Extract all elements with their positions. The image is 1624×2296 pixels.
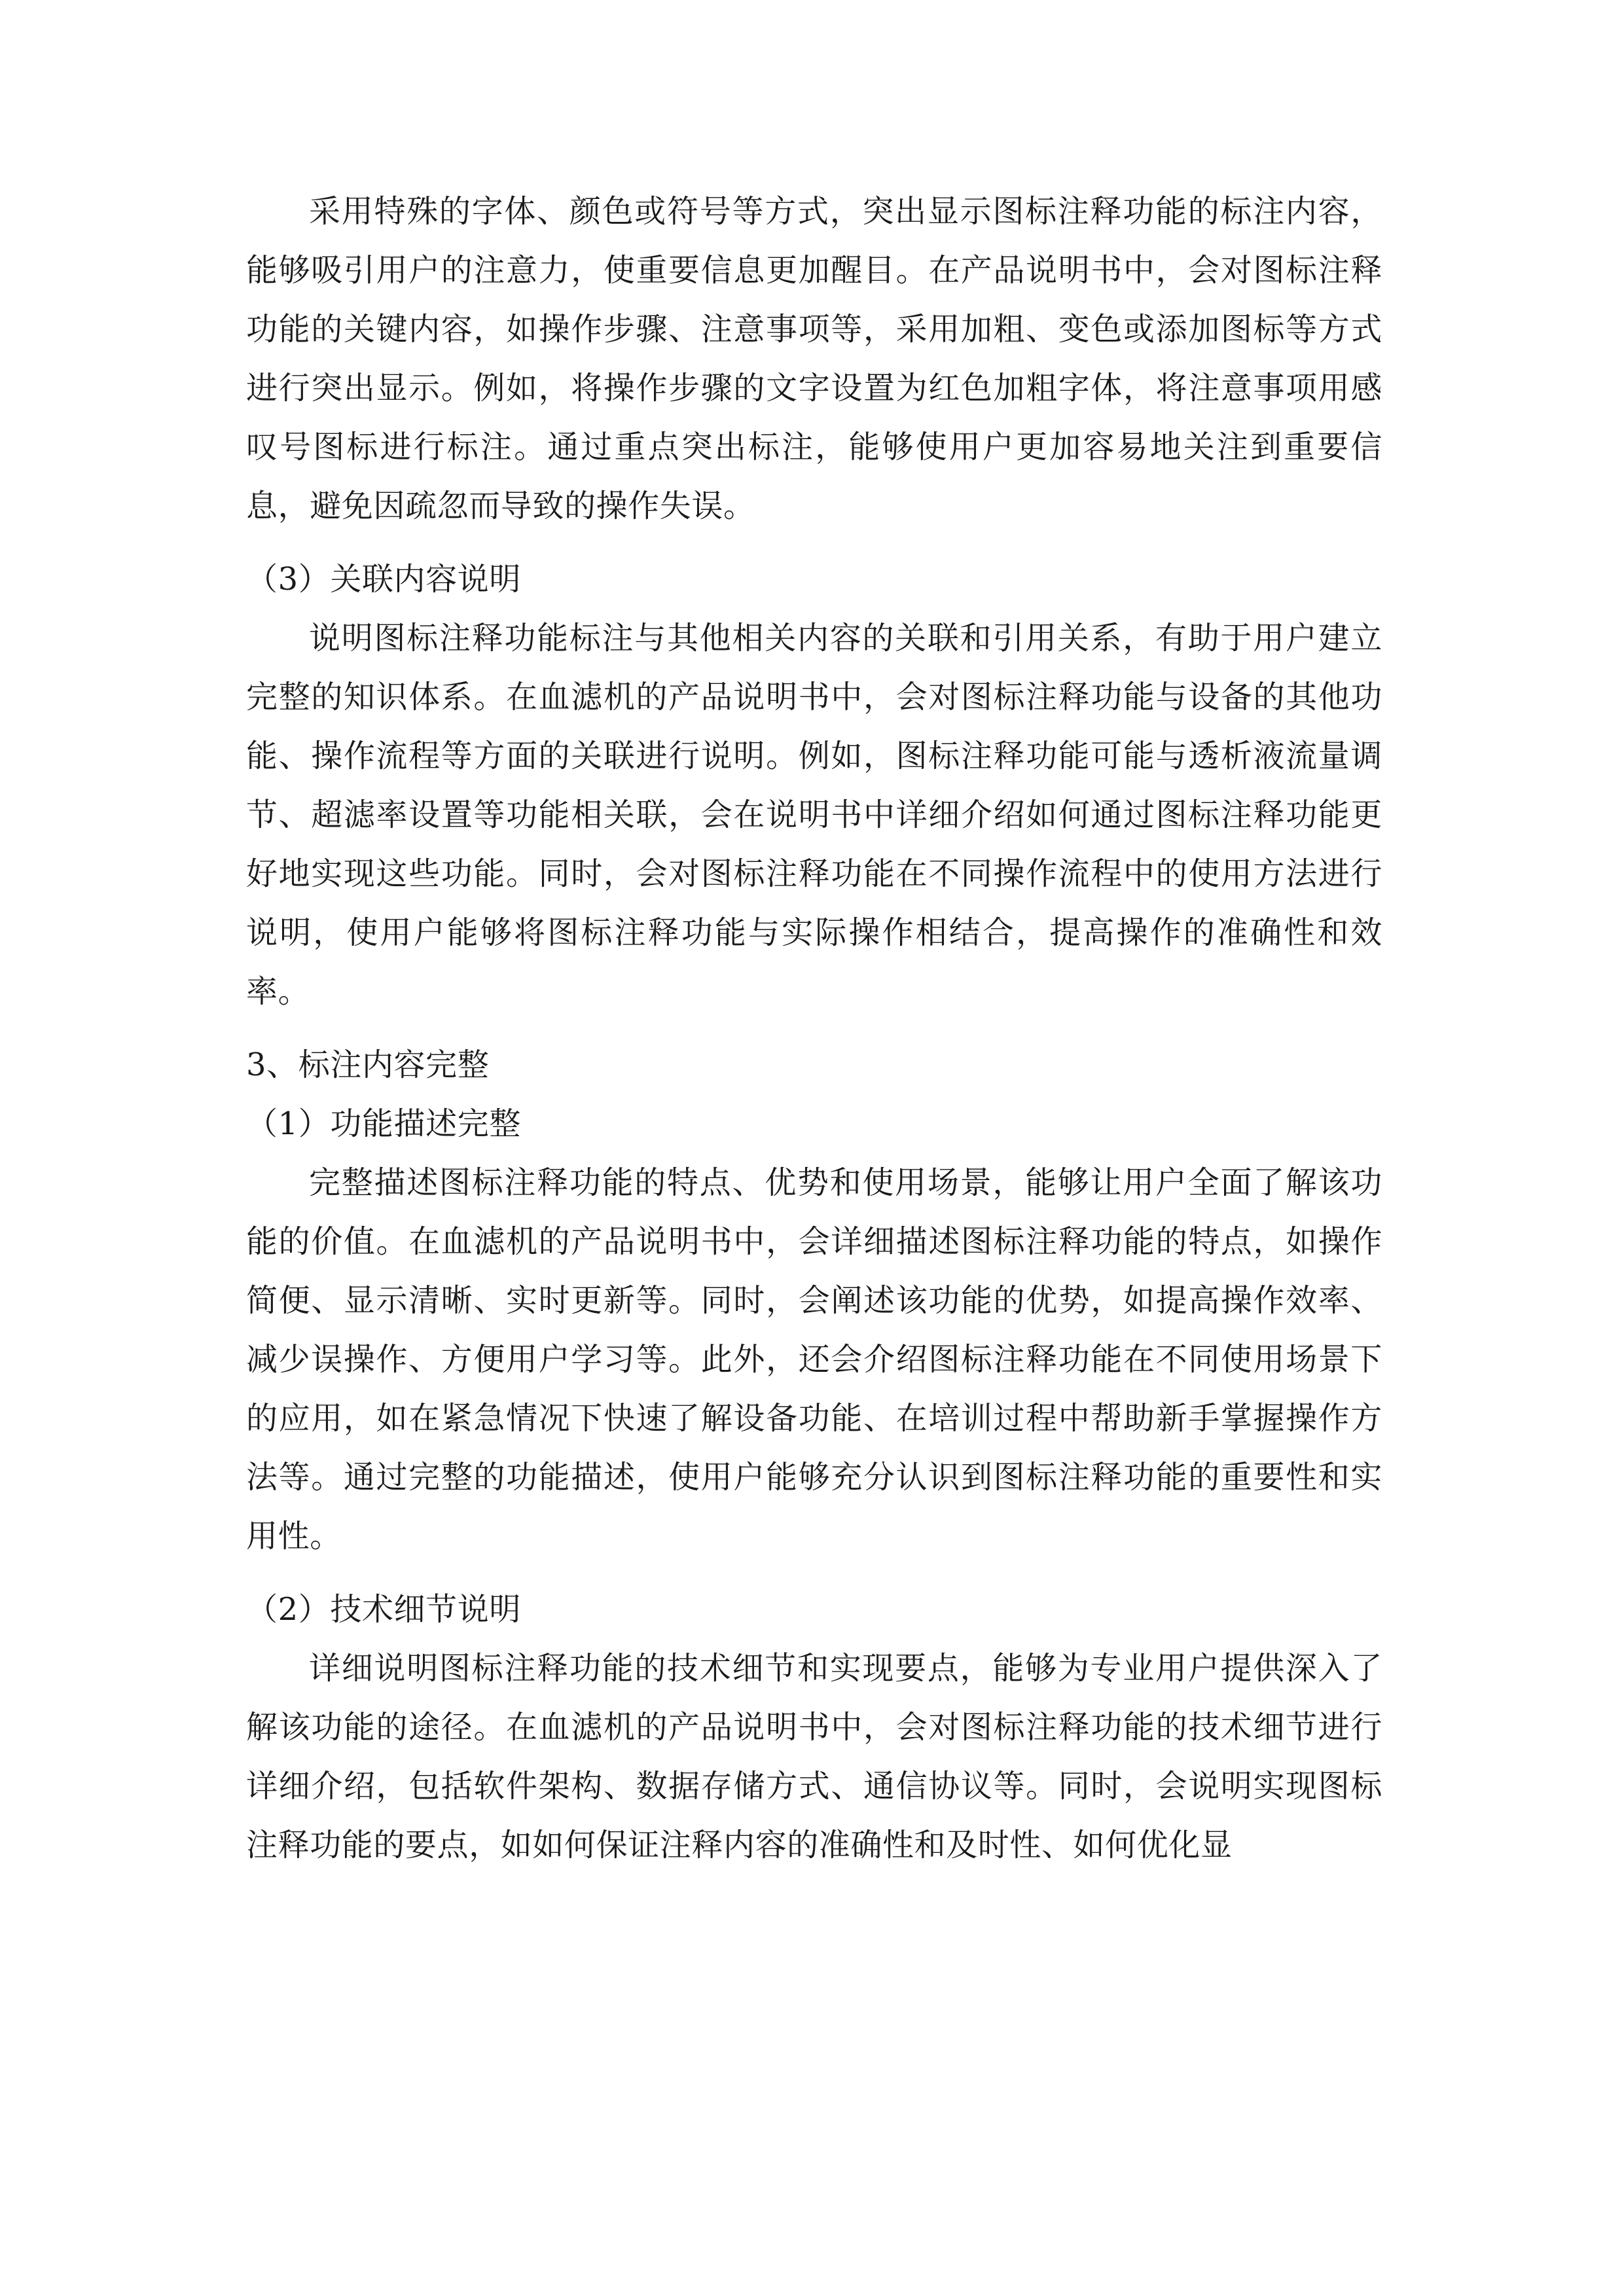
subheading-technical-details: （2）技术细节说明 bbox=[246, 1591, 521, 1628]
spacer bbox=[246, 535, 1382, 550]
subheading-related-content: （3）关联内容说明 bbox=[246, 561, 521, 598]
spacer bbox=[246, 1021, 1382, 1035]
paragraph-related-content: 说明图标注释功能标注与其他相关内容的关联和引用关系，有助于用户建立完整的知识体系。在血滤机的产品说明书中，会对图标注释功能与设备的其他功能、操作流程等方面的关联进行说明。例如，图标注释功能可能与透析液流量调节、超滤率设置等功能相关联，会在说明书中详细介绍如何通过图标注释功能更好地实现这些功能。同时，会对图标注释功能在不同操作流程中的使用方法进行说明，使用户能够将图标注释功能与实际操作相结合，提高操作的准确性和效率。 bbox=[246, 620, 1382, 1010]
paragraph-technical-details: 详细说明图标注释功能的技术细节和实现要点，能够为专业用户提供深入了解该功能的途径。在血滤机的产品说明书中，会对图标注释功能的技术细节进行详细介绍，包括软件架构、数据存储方式、通信协议等。同时，会说明实现图标注释功能的要点，如如何保证注释内容的准确性和及时性、如何优化显 bbox=[246, 1650, 1382, 1863]
document-body bbox=[246, 182, 1382, 1874]
paragraph-highlight-annotation: 采用特殊的字体、颜色或符号等方式，突出显示图标注释功能的标注内容，能够吸引用户的注意力，使重要信息更加醒目。在产品说明书中，会对图标注释功能的关键内容，如操作步骤、注意事项等，采用加粗、变色或添加图标等方式进行突出显示。例如，将操作步骤的文字设置为红色加粗字体，将注意事项用感叹号图标进行标注。通过重点突出标注，能够使用户更加容易地关注到重要信息，避免因疏忽而导致的操作失误。 bbox=[246, 193, 1382, 524]
spacer bbox=[246, 1566, 1382, 1580]
paragraph-function-description: 完整描述图标注释功能的特点、优势和使用场景，能够让用户全面了解该功能的价值。在血滤机的产品说明书中，会详细描述图标注释功能的特点，如操作简便、显示清晰、实时更新等。同时，会阐述该功能的优势，如提高操作效率、减少误操作、方便用户学习等。此外，还会介绍图标注释功能在不同使用场景下的应用，如在紧急情况下快速了解设备功能、在培训过程中帮助新手掌握操作方法等。通过完整的功能描述，使用户能够充分认识到图标注释功能的重要性和实用性。 bbox=[246, 1164, 1382, 1554]
section-heading-complete-content: 3、标注内容完整 bbox=[246, 1047, 490, 1083]
subheading-function-description: （1）功能描述完整 bbox=[246, 1105, 521, 1142]
